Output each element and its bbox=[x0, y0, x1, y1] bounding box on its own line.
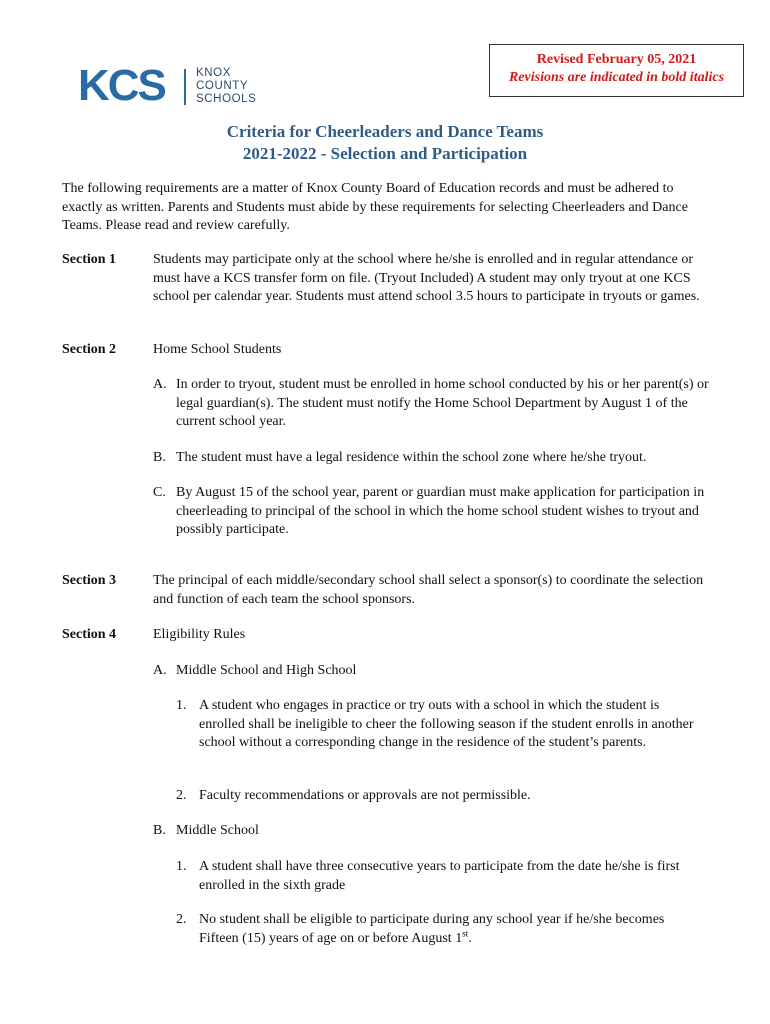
item-text: The student must have a legal residence within the school zone where he/she tryout. bbox=[176, 450, 647, 465]
logo-mark: KCS bbox=[78, 61, 165, 110]
section-3-label: Section 3 bbox=[62, 573, 117, 588]
section-3-text: The principal of each middle/secondary school shall select a sponsor(s) to coordinate the selection and function of each team the school sponsors. bbox=[153, 573, 704, 607]
revision-notice bbox=[489, 44, 744, 97]
revision-note: Revisions are indicated in bold italics bbox=[508, 70, 725, 85]
intro-paragraph: The following requirements are a matter of Knox County Board of Education records and must be adhered to exactly as written. Parents and Students must abide by these requirements for selecting Cheerleaders and Dance Teams. Please read and review carefully. bbox=[62, 181, 688, 233]
item-text: Middle School bbox=[176, 823, 259, 838]
item-text: By August 15 of the school year, parent or guardian must make application for participation in cheerleading to principal of the school in which the home school student wishes to tryout and possibly participate. bbox=[176, 485, 705, 537]
section-2-heading: Home School Students bbox=[153, 342, 282, 357]
item-marker: A. bbox=[153, 377, 167, 392]
logo-word-schools: SCHOOLS bbox=[196, 93, 257, 105]
section-4-b-item-1 bbox=[176, 858, 706, 895]
ordinal-suffix: st bbox=[462, 927, 469, 938]
revision-date: Revised February 05, 2021 bbox=[536, 52, 697, 67]
section-4-a-item-2 bbox=[176, 787, 706, 806]
subitem-text bbox=[199, 912, 664, 946]
section-1-label: Section 1 bbox=[62, 252, 117, 267]
section-4-label: Section 4 bbox=[62, 627, 117, 642]
item-marker: B. bbox=[153, 450, 166, 465]
document-title bbox=[0, 121, 770, 165]
item-marker: B. bbox=[153, 823, 166, 838]
section-2-label: Section 2 bbox=[62, 342, 117, 357]
kcs-logo bbox=[78, 63, 268, 109]
item-marker: C. bbox=[153, 485, 166, 500]
section-2-item-b bbox=[153, 449, 713, 468]
section-4-item-b-heading bbox=[153, 822, 713, 841]
subitem-text-main: No student shall be eligible to participate during any school year if he/she becomes Fifteen (15) years of age on or before August 1 bbox=[199, 912, 665, 946]
subitem-text: A student shall have three consecutive years to participate from the date he/she is first enrolled in the sixth grade bbox=[199, 859, 680, 893]
subitem-marker: 2. bbox=[176, 912, 187, 927]
title-line-1: Criteria for Cheerleaders and Dance Teams bbox=[226, 122, 544, 141]
logo-wordmark bbox=[196, 67, 256, 106]
subitem-marker: 1. bbox=[176, 859, 187, 874]
section-4-heading: Eligibility Rules bbox=[153, 627, 246, 642]
section-1-text: Students may participate only at the school where he/she is enrolled and in regular attendance or must have a KCS transfer form on file. (Tryout Included) A student may only tryout at one KCS school per calendar year. Students must attend school 3.5 hours to participate in tryouts or games. bbox=[153, 252, 700, 304]
subitem-marker: 2. bbox=[176, 788, 187, 803]
logo-word-county: COUNTY bbox=[196, 80, 249, 92]
logo-word-knox: KNOX bbox=[196, 67, 231, 79]
item-marker: A. bbox=[153, 663, 167, 678]
subitem-text: Faculty recommendations or approvals are not permissible. bbox=[199, 788, 531, 803]
logo-divider bbox=[184, 69, 186, 105]
subitem-text-end: . bbox=[468, 930, 472, 946]
section-4-b-item-2 bbox=[176, 911, 706, 948]
section-4-a-item-1 bbox=[176, 697, 706, 753]
subitem-marker: 1. bbox=[176, 698, 187, 713]
section-2-item-c bbox=[153, 484, 713, 540]
item-text: In order to tryout, student must be enrolled in home school conducted by his or her parent(s) or legal guardian(s). The student must notify the Home School Department by August 1 of the current school year. bbox=[176, 377, 709, 429]
item-text: Middle School and High School bbox=[176, 663, 357, 678]
section-2-item-a bbox=[153, 376, 713, 432]
subitem-text: A student who engages in practice or try outs with a school in which the student is enrolled shall be ineligible to cheer the following season if the student enrolls in another school without a corresponding change in the residence of the student’s parents. bbox=[199, 698, 694, 750]
title-line-2: 2021-2022 - Selection and Participation bbox=[242, 144, 528, 163]
section-4-item-a-heading bbox=[153, 662, 713, 681]
